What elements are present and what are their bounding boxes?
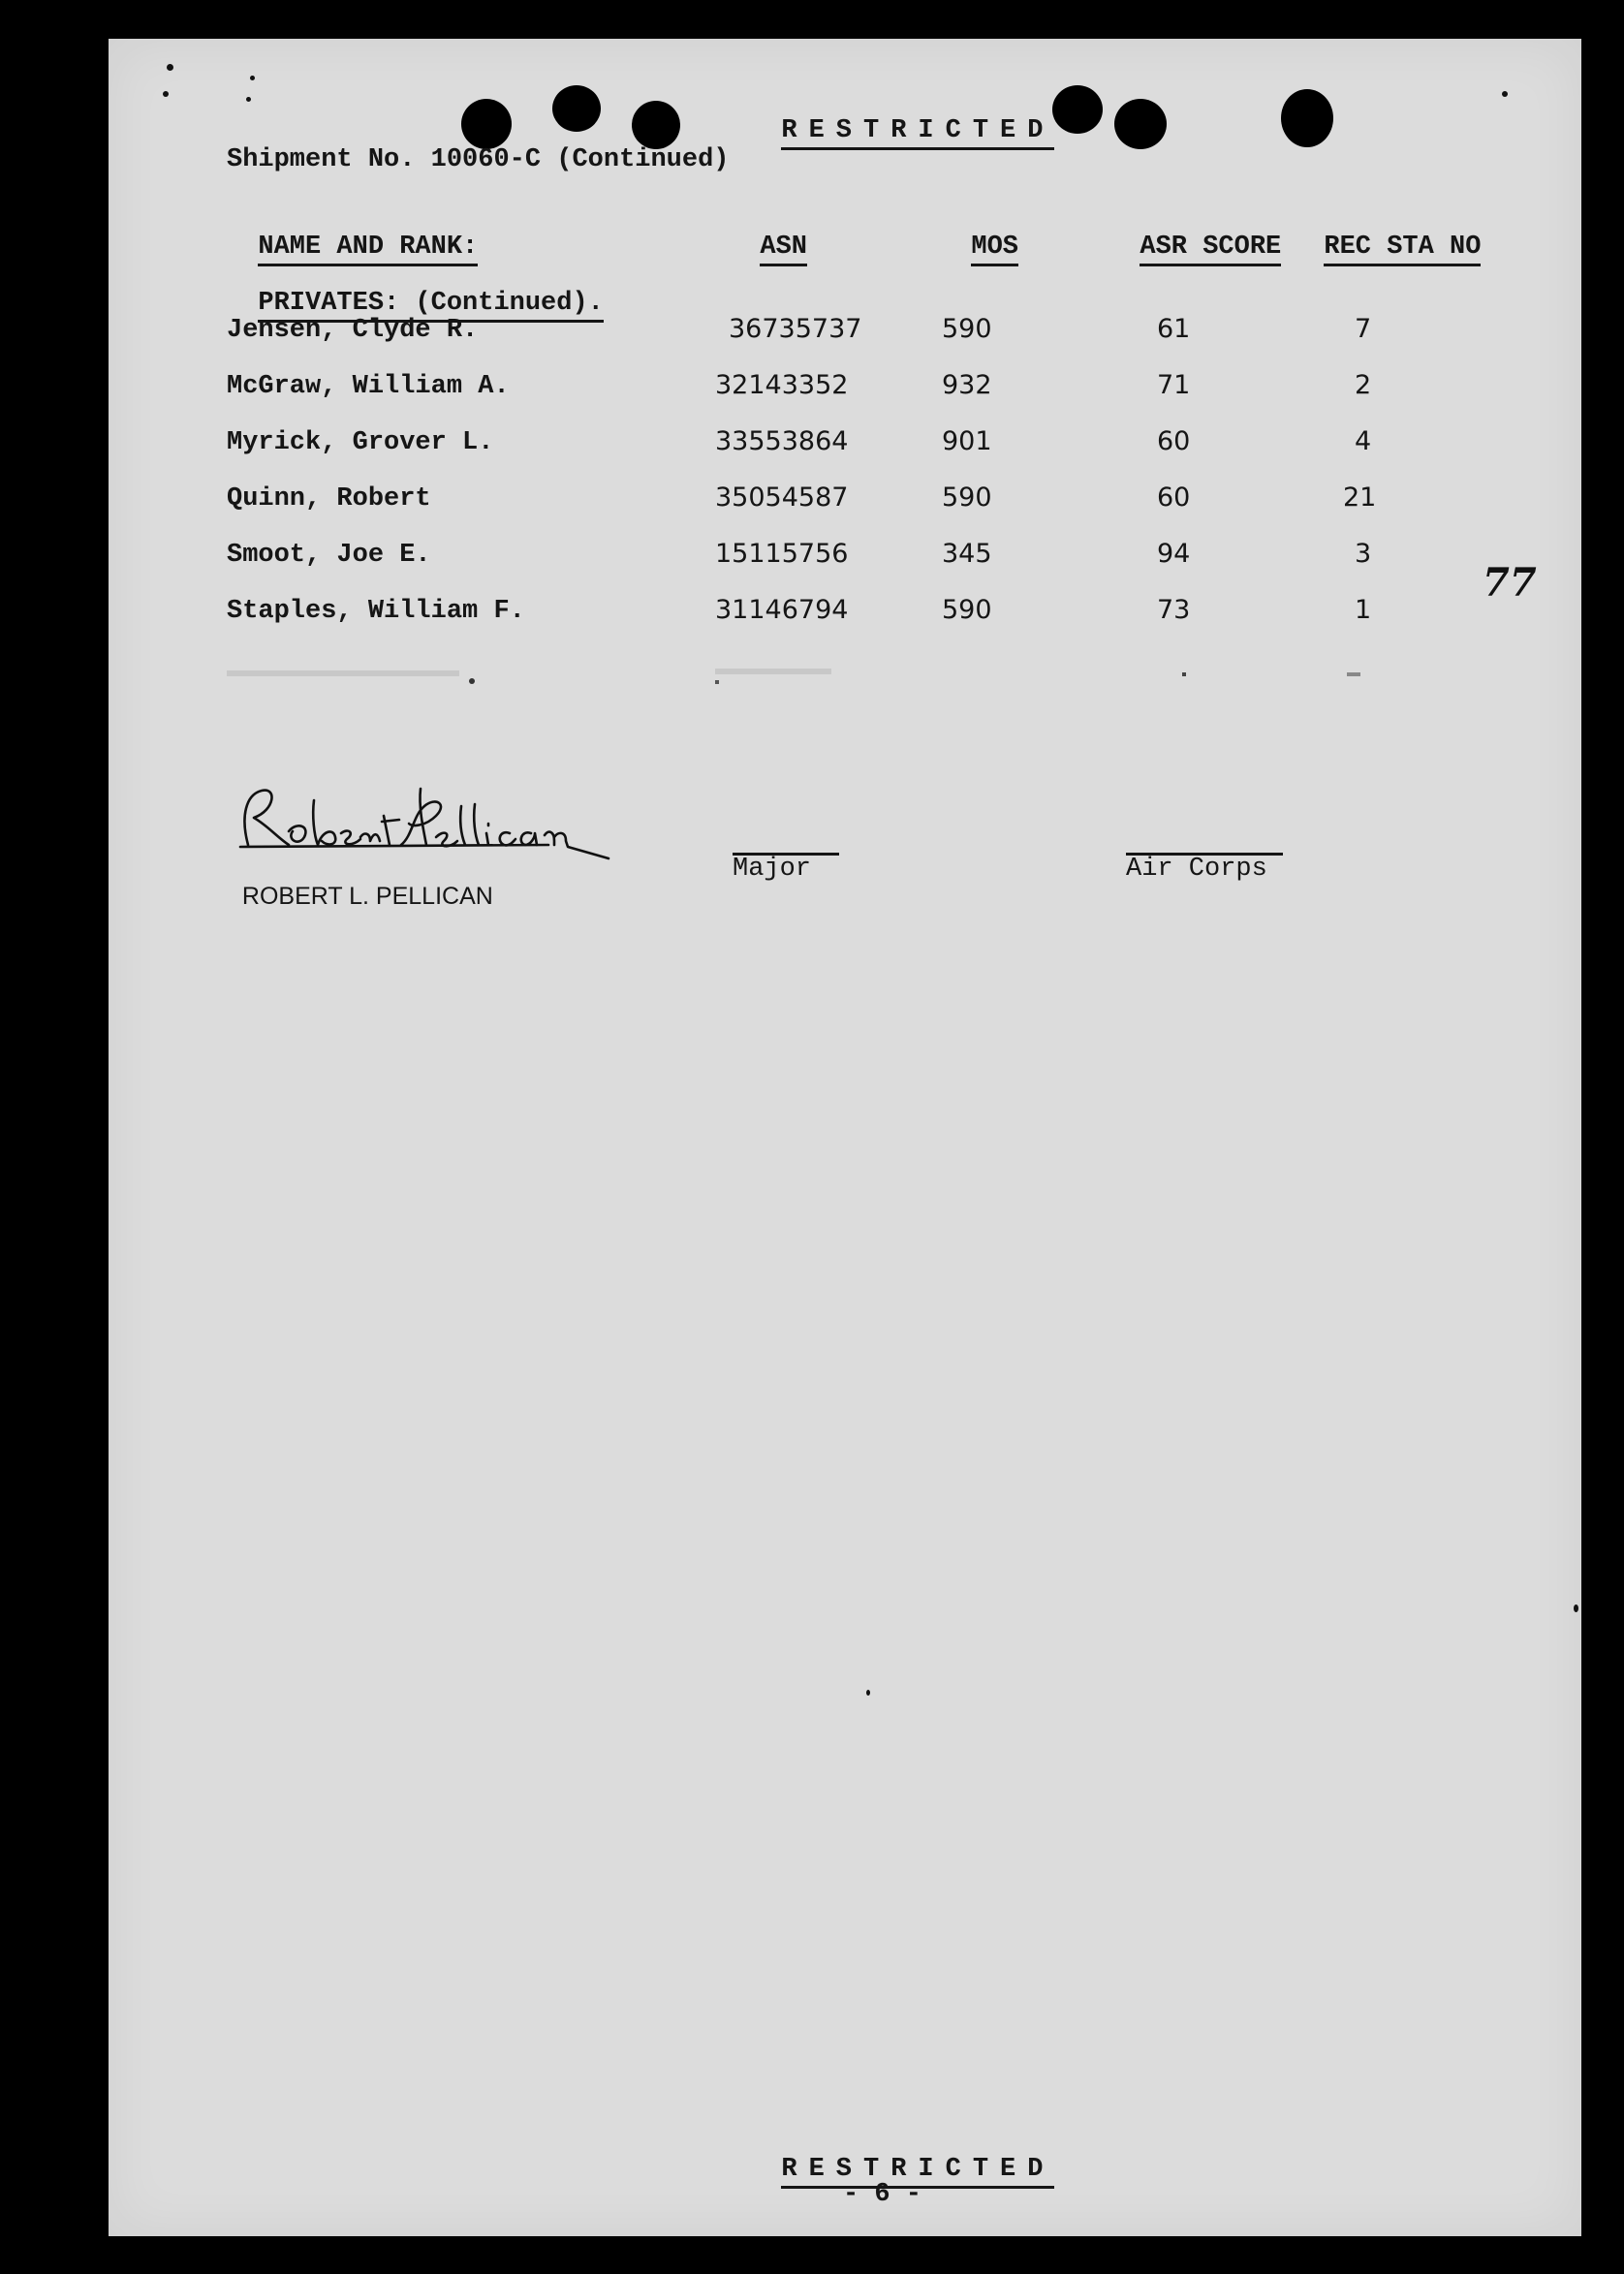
speck [246,97,251,102]
row-asn: 35054587 [715,483,849,513]
row-asn: 33553864 [715,426,849,456]
row-mos: 345 [942,539,992,569]
erased-row [227,667,1428,686]
row-rec: 4 [1355,426,1372,456]
row-asr: 60 [1157,426,1191,456]
speck [167,64,173,71]
speck [250,76,255,80]
top-classification [727,87,1054,145]
signer-rank: Major [733,855,812,884]
row-mos: 590 [942,483,992,513]
handwritten-signature [229,777,636,864]
bottom-classification [727,2126,1054,2184]
document-page [109,39,1581,2236]
punch-hole [1052,85,1103,134]
row-rec: 2 [1355,370,1372,400]
row-mos: 932 [942,370,992,400]
row-name: McGraw, William A. [227,372,510,401]
row-name: Smoot, Joe E. [227,541,431,570]
page-number: - 6 - [843,2180,922,2209]
header-name: NAME AND RANK: [227,203,478,262]
row-name: Myrick, Grover L. [227,428,494,457]
header-asr-score: ASR SCORE [1109,203,1281,262]
row-mos: 590 [942,314,992,344]
row-name: Quinn, Robert [227,484,431,514]
row-name: Staples, William F. [227,597,525,626]
row-asn: 36735737 [729,314,862,344]
row-asn: 32143352 [715,370,849,400]
speck [163,91,169,97]
row-asr: 73 [1157,595,1191,625]
header-asn: ASN [729,203,807,262]
punch-hole [461,99,512,149]
row-rec: 21 [1343,483,1377,513]
row-asn: 31146794 [715,595,849,625]
top-classification-text: RESTRICTED [781,116,1054,150]
row-name: Jensen, Clyde R. [227,316,479,345]
speck [1502,91,1508,97]
row-asr: 94 [1157,539,1191,569]
bottom-classification-text: RESTRICTED [781,2155,1054,2189]
header-rec-sta-no: REC STA NO [1293,203,1481,262]
punch-hole [1281,89,1333,147]
shipment-line: Shipment No. 10060-C (Continued) [227,145,730,174]
speck [1574,1604,1578,1612]
punch-hole [1114,99,1167,149]
row-rec: 7 [1355,314,1372,344]
row-asn: 15115756 [715,539,849,569]
row-rec: 1 [1355,595,1372,625]
signer-branch: Air Corps [1126,855,1267,884]
row-rec: 3 [1355,539,1372,569]
row-asr: 71 [1157,370,1191,400]
header-mos: MOS [940,203,1018,262]
row-mos: 590 [942,595,992,625]
signer-name: ROBERT L. PELLICAN [241,883,493,910]
speck [866,1690,870,1696]
punch-hole [632,101,680,149]
row-asr: 60 [1157,483,1191,513]
punch-hole [552,85,601,132]
margin-note: 77 [1483,560,1537,606]
row-mos: 901 [942,426,992,456]
row-asr: 61 [1157,314,1191,344]
section-heading: PRIVATES: (Continued). [227,260,604,318]
